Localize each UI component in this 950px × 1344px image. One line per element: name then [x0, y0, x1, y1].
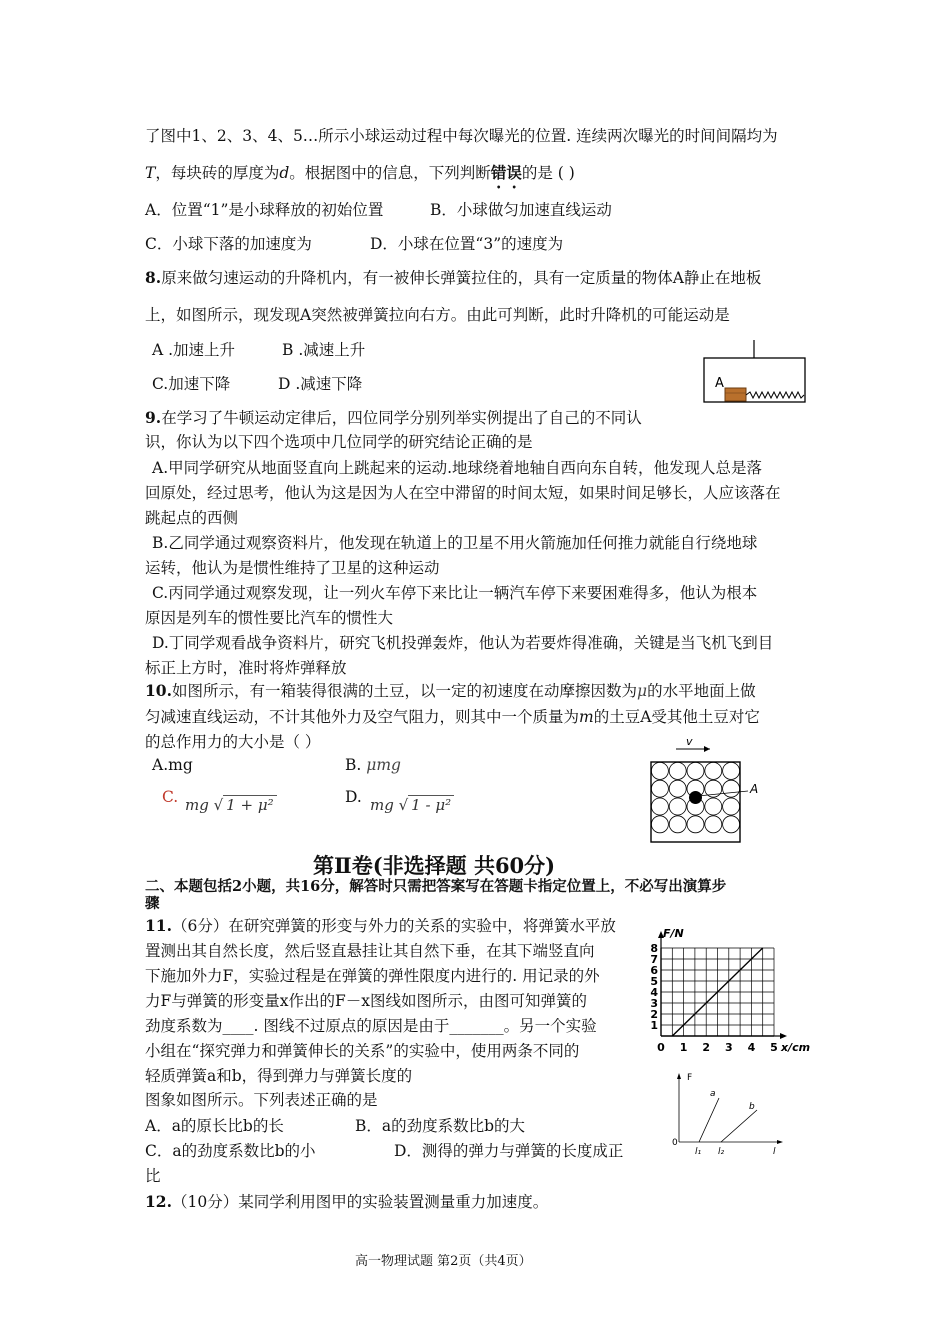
line-a-label: a: [710, 1089, 716, 1099]
q11-line3: 下施加外力F，实验过程是在弹簧的弹性限度内进行的. 用记录的外: [145, 967, 600, 985]
line-a: [699, 1098, 719, 1142]
q8-option-d: D .减速下降: [278, 375, 363, 393]
q10-line3: 的总作用力的大小是（ ）: [145, 733, 321, 751]
l1-label: l₁: [695, 1147, 702, 1157]
y-tick-label: 1: [650, 1019, 658, 1032]
potato-circle: [651, 798, 668, 815]
q11-line6: 小组在“探究弹力和弹簧伸长的关系”的实验中，使用两条不同的: [145, 1042, 580, 1060]
q10-option-d: D.: [345, 788, 362, 806]
potato-circle: [705, 798, 722, 815]
potato-circle: [669, 816, 686, 833]
q10-option-d-formula: mg √ 1 - μ²: [370, 796, 454, 814]
y-tick-label: 5: [650, 975, 658, 988]
y-tick-label: 7: [650, 953, 658, 966]
q9-option-a-1: A.甲同学研究从地面竖直向上跳起来的运动.地球绕着地轴自西向东自转，他发现人总是落: [152, 459, 763, 477]
q9-option-c-1: C.丙同学通过观察发现，让一列火车停下来比让一辆汽车停下来要困难得多，他认为根本: [152, 584, 758, 602]
q8-line2: 上，如图所示，现发现A突然被弹簧拉向右方。由此可判断，此时升降机的可能运动是: [145, 306, 730, 324]
q10-line1: 10.如图所示，有一箱装得很满的土豆，以一定的初速度在动摩擦因数为μ的水平地面上做: [145, 681, 756, 700]
q7-option-d: D．小球在位置“3”的速度为: [370, 235, 564, 253]
block-a-label: A: [715, 376, 724, 391]
y-tick-label: 3: [650, 997, 658, 1010]
potato-circle: [651, 816, 668, 833]
velocity-label: v: [686, 735, 693, 748]
potato-circle: [687, 816, 704, 833]
q7-line2: T，每块砖的厚度为d。根据图中的信息，下列判断错误的是 ( ): [145, 163, 575, 182]
q7-option-a: A．位置“1”是小球释放的初始位置: [145, 201, 384, 219]
q10-option-a: A.mg: [152, 756, 193, 774]
q11-option-d: D．测得的弹力与弹簧的长度成正: [394, 1142, 624, 1160]
potato-circle: [723, 798, 740, 815]
q9-line1: 9.在学习了牛顿运动定律后，四位同学分别列举实例提出了自己的不同认: [145, 408, 642, 427]
q9-option-b-1: B.乙同学通过观察资料片，他发现在轨道上的卫星不用火箭施加任何推力就能自行绕地球: [152, 534, 758, 552]
q11-line5: 劲度系数为____. 图线不过原点的原因是由于_______。另一个实验: [145, 1017, 597, 1035]
q7-line1: 了图中1、2、3、4、5…所示小球运动过程中每次曝光的位置. 连续两次曝光的时间间隔均为: [145, 127, 778, 145]
potato-circle: [669, 762, 686, 779]
line-b: [721, 1110, 757, 1142]
potato-a-label: A: [750, 782, 759, 796]
q11-option-c: C．a的劲度系数比b的小: [145, 1142, 316, 1160]
l2-label: l₂: [718, 1147, 725, 1157]
x-tick-label: 3: [724, 1041, 733, 1054]
q8-option-a: A .加速上升: [152, 341, 236, 359]
q9-option-a-3: 跳起点的西侧: [145, 509, 239, 527]
part2-title: 第Ⅱ卷(非选择题 共60分): [313, 853, 556, 878]
q9-option-d-2: 标正上方时，准时将炸弹释放: [145, 659, 347, 677]
potato-circle: [687, 762, 704, 779]
q9-option-b-2: 运转，他认为是惯性维持了卫星的这种运动: [145, 559, 440, 577]
x-tick-label: 4: [747, 1041, 756, 1054]
y-tick-label: 4: [650, 986, 658, 999]
q11-line8: 图象如图所示。下列表述正确的是: [145, 1091, 378, 1109]
q8-line1: 8.原来做匀速运动的升降机内，有一被伸长弹簧拉住的，具有一定质量的物体A静止在地板: [145, 268, 762, 287]
q9-option-c-2: 原因是列车的惯性要比汽车的惯性大: [145, 609, 394, 627]
q9-line2: 识，你认为以下四个选项中几位同学的研究结论正确的是: [145, 433, 533, 451]
potato-circle: [723, 762, 740, 779]
potato-circle: [705, 762, 722, 779]
force-extension-chart: [645, 925, 820, 1060]
q11-line7: 轻质弹簧a和b，得到弹力与弹簧长度的: [145, 1067, 413, 1085]
q8-option-b: B .减速上升: [282, 341, 366, 359]
y-tick-label: 2: [650, 1008, 658, 1021]
spring: [746, 392, 804, 398]
potato-circle: [669, 798, 686, 815]
q9-option-d-1: D.丁同学观看战争资料片，研究飞机投弹轰炸，他认为若要炸得准确，关键是当飞机飞到目: [152, 634, 774, 652]
q8-option-c: C.加速下降: [152, 375, 231, 393]
part2-instructions-2: 骤: [145, 895, 160, 912]
part2-instructions-1: 二、本题包括2小题，共16分，解答时只需把答案写在答题卡指定位置上，不必写出演算步: [145, 878, 727, 895]
origin-label: 0: [672, 1138, 678, 1148]
q11-option-b: B．a的劲度系数比b的大: [355, 1117, 526, 1135]
potato-box-figure: [640, 735, 780, 847]
q9-option-a-2: 回原处，经过思考，他认为这是因为人在空中滞留的时间太短，如果时间足够长，人应该落在: [145, 484, 781, 502]
f-label: F: [687, 1073, 693, 1083]
q11-line1: 11.（6分）在研究弹簧的形变与外力的关系的实验中，将弹簧水平放: [145, 916, 616, 935]
l-label: l: [773, 1147, 776, 1157]
potato-circle: [651, 762, 668, 779]
x-tick-label: 0: [657, 1041, 665, 1054]
x-tick-label: 2: [702, 1041, 711, 1054]
x-tick-label: 5: [770, 1041, 778, 1054]
potato-circle: [723, 780, 740, 797]
potato-a: [689, 791, 702, 804]
y-tick-label: 6: [650, 964, 658, 977]
q10-line2: 匀减速直线运动，不计其他外力及空气阻力，则其中一个质量为m的土豆A受其他土豆对它: [145, 708, 760, 726]
line-b-label: b: [749, 1102, 755, 1112]
y-axis-label: F/N: [663, 927, 684, 940]
q10-option-b: B. μmg: [345, 756, 401, 774]
q11-line4: 力F与弹簧的形变量x作出的F－x图线如图所示，由图可知弹簧的: [145, 992, 587, 1010]
q12-line1: 12.（10分）某同学利用图甲的实验装置测量重力加速度。: [145, 1192, 549, 1211]
elevator-figure: [700, 340, 810, 406]
potato-circle: [669, 780, 686, 797]
x-axis-label: x/cm: [781, 1041, 811, 1054]
x-tick-label: 1: [679, 1041, 688, 1054]
q7-option-c: C．小球下落的加速度为: [145, 235, 312, 253]
emphasis-wrong: 错误: [490, 163, 522, 182]
q11-option-d-cont: 比: [145, 1167, 161, 1185]
block-a: [725, 388, 746, 401]
q11-line2: 置测出其自然长度，然后竖直悬挂让其自然下垂，在其下端竖直向: [145, 942, 595, 960]
x-axis-arrow: [780, 1033, 787, 1039]
spring-comparison-figure: [665, 1070, 790, 1160]
q11-option-a: A．a的原长比b的长: [145, 1117, 284, 1135]
q10-option-c-formula: mg √ 1 + μ²: [185, 796, 277, 814]
y-tick-label: 8: [650, 942, 658, 955]
potato-circle: [705, 816, 722, 833]
potato-circle: [651, 780, 668, 797]
q10-option-c: C.: [162, 788, 179, 806]
q7-option-b: B．小球做匀加速直线运动: [430, 201, 612, 219]
potato-circle: [723, 816, 740, 833]
page-footer: 高一物理试题 第2页（共4页）: [355, 1254, 532, 1269]
